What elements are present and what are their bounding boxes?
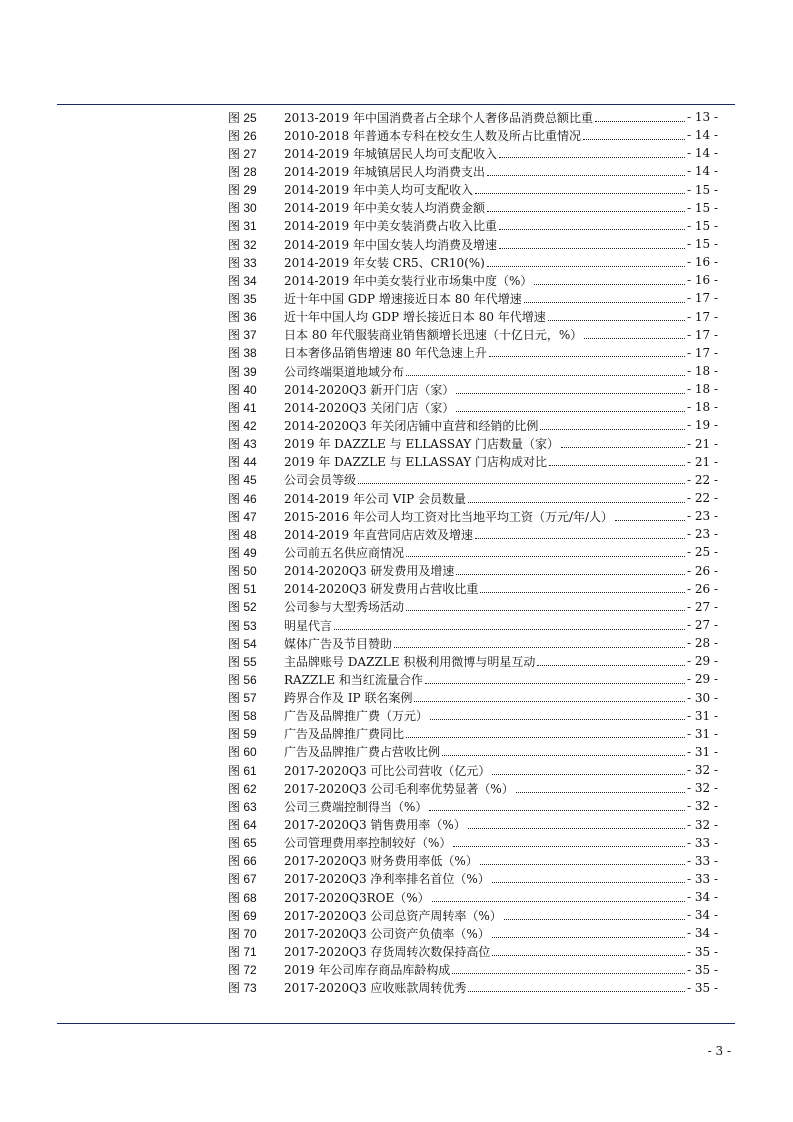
- toc-figure-label: 图 65: [228, 836, 257, 851]
- toc-figure-title[interactable]: 2014-2019 年城镇居民人均消费支出: [284, 164, 485, 179]
- toc-figure-title[interactable]: 跨界合作及 IP 联名案例: [284, 691, 413, 706]
- toc-figure-label: 图 25: [228, 110, 257, 125]
- toc-dot-leader: [406, 556, 685, 557]
- toc-dot-leader: [480, 592, 685, 593]
- toc-dot-leader: [583, 139, 685, 140]
- toc-page-number[interactable]: - 28 -: [686, 636, 718, 651]
- toc-dot-leader: [453, 846, 685, 847]
- toc-figure-title[interactable]: RAZZLE 和当红流量合作: [284, 672, 423, 687]
- toc-figure-title[interactable]: 2013-2019 年中国消费者占全球个人奢侈品消费总额比重: [284, 110, 593, 125]
- toc-page-number[interactable]: - 35 -: [686, 962, 718, 977]
- toc-row[interactable]: [228, 416, 718, 434]
- toc-dot-leader: [429, 810, 685, 811]
- toc-dot-leader: [468, 828, 685, 829]
- toc-figure-label: 图 33: [228, 255, 257, 270]
- toc-page-number[interactable]: - 34 -: [686, 890, 718, 905]
- toc-row[interactable]: [228, 525, 718, 543]
- toc-row[interactable]: [228, 271, 718, 289]
- toc-row[interactable]: [228, 616, 718, 634]
- toc-row[interactable]: [228, 743, 718, 761]
- toc-page-number[interactable]: - 18 -: [686, 400, 718, 415]
- toc-dot-leader: [499, 229, 685, 230]
- toc-page-number[interactable]: - 32 -: [686, 799, 718, 814]
- toc-figure-label: 图 71: [228, 945, 257, 960]
- toc-figure-title[interactable]: 2017-2020Q3 公司资产负债率（%）: [284, 926, 490, 941]
- toc-figure-label: 图 73: [228, 981, 257, 996]
- toc-figure-label: 图 32: [228, 237, 257, 252]
- toc-figure-label: 图 30: [228, 201, 257, 216]
- toc-figure-label: 图 69: [228, 908, 257, 923]
- toc-page-number[interactable]: - 27 -: [686, 618, 718, 632]
- toc-row[interactable]: [228, 398, 718, 416]
- toc-row[interactable]: [228, 961, 718, 979]
- toc-dot-leader: [487, 211, 685, 212]
- toc-row[interactable]: [228, 507, 718, 525]
- toc-row[interactable]: [228, 942, 718, 960]
- toc-page-number[interactable]: - 35 -: [686, 980, 718, 995]
- toc-row[interactable]: [228, 689, 718, 707]
- toc-dot-leader: [452, 973, 685, 974]
- toc-figure-title[interactable]: 广告及品牌推广费占营收比例: [284, 745, 441, 760]
- toc-dot-leader: [406, 610, 685, 611]
- toc-figure-label: 图 55: [228, 654, 257, 669]
- toc-page-number[interactable]: - 17 -: [686, 327, 718, 342]
- toc-figure-title[interactable]: 2014-2019 年中国女装人均消费及增速: [284, 237, 497, 252]
- toc-page-number[interactable]: - 17 -: [686, 345, 718, 360]
- toc-dot-leader: [487, 175, 685, 176]
- toc-figure-title[interactable]: 公司终端渠道地域分布: [284, 364, 405, 379]
- toc-figure-label: 图 26: [228, 128, 257, 143]
- toc-row[interactable]: [228, 435, 718, 453]
- toc-figure-title[interactable]: 2019 年 DAZZLE 与 ELLASSAY 门店构成对比: [284, 455, 547, 470]
- toc-figure-label: 图 66: [228, 854, 257, 869]
- toc-dot-leader: [414, 701, 685, 702]
- toc-dot-leader: [456, 574, 685, 575]
- toc-figure-label: 图 52: [228, 600, 257, 615]
- toc-page-number[interactable]: - 21 -: [686, 454, 718, 469]
- toc-page-number[interactable]: - 15 -: [686, 237, 718, 252]
- toc-row[interactable]: [228, 979, 718, 997]
- toc-figure-title[interactable]: 2017-2020Q3ROE（%）: [284, 890, 430, 905]
- toc-page-number[interactable]: - 14 -: [686, 128, 718, 143]
- toc-page-number[interactable]: - 26 -: [686, 581, 718, 596]
- toc-figure-label: 图 62: [228, 781, 257, 796]
- toc-figure-label: 图 27: [228, 146, 257, 161]
- toc-figure-label: 图 72: [228, 963, 257, 978]
- toc-page-number[interactable]: - 17 -: [686, 291, 718, 306]
- toc-page-number[interactable]: - 14 -: [686, 164, 718, 179]
- toc-figure-title[interactable]: 2017-2020Q3 销售费用率（%）: [284, 818, 466, 833]
- toc-dot-leader: [524, 302, 685, 303]
- toc-figure-title[interactable]: 公司前五名供应商情况: [284, 545, 405, 560]
- toc-row[interactable]: [228, 362, 718, 380]
- toc-figure-label: 图 37: [228, 328, 257, 343]
- toc-dot-leader: [549, 465, 685, 466]
- toc-page-number[interactable]: - 22 -: [686, 491, 718, 506]
- toc-figure-title[interactable]: 2017-2020Q3 可比公司营收（亿元）: [284, 763, 491, 778]
- toc-dot-leader: [480, 864, 685, 865]
- toc-figure-title[interactable]: 日本 80 年代服装商业销售额增长迅速（十亿日元，%）: [284, 328, 583, 343]
- toc-figure-title[interactable]: 2014-2020Q3 研发费用占营收比重: [284, 582, 479, 597]
- toc-row[interactable]: [228, 181, 718, 199]
- toc-figure-label: 图 47: [228, 509, 257, 524]
- toc-figure-label: 图 70: [228, 926, 257, 941]
- toc-dot-leader: [534, 284, 685, 285]
- toc-dot-leader: [492, 955, 685, 956]
- toc-figure-label: 图 29: [228, 183, 257, 198]
- toc-page-number[interactable]: - 23 -: [686, 527, 718, 542]
- toc-page-number[interactable]: - 26 -: [686, 563, 718, 578]
- toc-figure-label: 图 46: [228, 491, 257, 506]
- toc-row[interactable]: [228, 471, 718, 489]
- toc-figure-label: 图 54: [228, 636, 257, 651]
- toc-row[interactable]: [228, 562, 718, 580]
- toc-row[interactable]: [228, 235, 718, 253]
- toc-dot-leader: [358, 483, 685, 484]
- toc-dot-leader: [537, 665, 685, 666]
- toc-row[interactable]: [228, 707, 718, 725]
- toc-figure-label: 图 53: [228, 618, 257, 633]
- toc-row[interactable]: [228, 906, 718, 924]
- toc-row[interactable]: [228, 344, 718, 362]
- toc-figure-label: 图 40: [228, 382, 257, 397]
- toc-page-number[interactable]: - 18 -: [686, 382, 718, 397]
- toc-page-number[interactable]: - 25 -: [686, 545, 718, 560]
- toc-row[interactable]: [228, 888, 718, 906]
- toc-figure-title[interactable]: 近十年中国 GDP 增速接近日本 80 年代增速: [284, 291, 522, 306]
- toc-figure-title[interactable]: 广告及品牌推广费同比: [284, 727, 405, 742]
- toc-page-number[interactable]: - 29 -: [686, 672, 718, 687]
- toc-dot-leader: [492, 937, 685, 938]
- toc-figure-title[interactable]: 2014-2019 年中美人均可支配收入: [284, 183, 473, 198]
- toc-figure-label: 图 63: [228, 799, 257, 814]
- toc-dot-leader: [516, 792, 685, 793]
- toc-row[interactable]: [228, 543, 718, 561]
- toc-row[interactable]: [228, 834, 718, 852]
- toc-figure-title[interactable]: 2014-2019 年女装 CR5、CR10(%): [284, 255, 485, 270]
- toc-row[interactable]: [228, 253, 718, 271]
- page-number: - 3 -: [707, 1044, 731, 1058]
- toc-dot-leader: [499, 248, 685, 249]
- toc-figure-title[interactable]: 2014-2020Q3 新开门店（家）: [284, 382, 455, 397]
- toc-figure-title[interactable]: 2017-2020Q3 净利率排名首位（%）: [284, 872, 490, 887]
- table-of-figures: [228, 108, 718, 997]
- toc-figure-label: 图 31: [228, 219, 257, 234]
- toc-page-number[interactable]: - 33 -: [686, 835, 718, 850]
- toc-row[interactable]: [228, 779, 718, 797]
- toc-figure-label: 图 41: [228, 400, 257, 415]
- toc-figure-label: 图 60: [228, 745, 257, 760]
- toc-figure-label: 图 45: [228, 473, 257, 488]
- toc-figure-label: 图 44: [228, 455, 257, 470]
- toc-figure-label: 图 35: [228, 291, 257, 306]
- toc-page-number[interactable]: - 23 -: [686, 509, 718, 524]
- toc-dot-leader: [468, 502, 685, 503]
- toc-row[interactable]: [228, 797, 718, 815]
- toc-figure-label: 图 43: [228, 437, 257, 452]
- toc-figure-label: 图 59: [228, 727, 257, 742]
- toc-figure-title[interactable]: 2014-2019 年城镇居民人均可支配收入: [284, 146, 497, 161]
- toc-page-number[interactable]: - 15 -: [686, 182, 718, 197]
- toc-dot-leader: [425, 683, 685, 684]
- toc-figure-label: 图 51: [228, 582, 257, 597]
- toc-row[interactable]: [228, 453, 718, 471]
- toc-figure-title[interactable]: 2014-2020Q3 关闭门店（家）: [284, 400, 455, 415]
- toc-figure-title[interactable]: 2014-2020Q3 研发费用及增速: [284, 564, 455, 579]
- toc-row[interactable]: [228, 326, 718, 344]
- toc-row[interactable]: [228, 652, 718, 670]
- toc-dot-leader: [561, 447, 685, 448]
- toc-figure-title[interactable]: 主品牌账号 DAZZLE 积极利用微博与明星互动: [284, 654, 536, 669]
- toc-figure-label: 图 42: [228, 418, 257, 433]
- toc-row[interactable]: [228, 199, 718, 217]
- toc-dot-leader: [504, 919, 685, 920]
- toc-figure-title[interactable]: 2017-2020Q3 公司总资产周转率（%）: [284, 908, 502, 923]
- toc-figure-title[interactable]: 2017-2020Q3 应收账款周转优秀: [284, 981, 467, 996]
- toc-figure-title[interactable]: 广告及品牌推广费（万元）: [284, 709, 429, 724]
- toc-dot-leader: [548, 320, 685, 321]
- toc-row[interactable]: [228, 725, 718, 743]
- footer-rule: [57, 1023, 735, 1024]
- toc-page-number[interactable]: - 22 -: [686, 472, 718, 487]
- toc-figure-title[interactable]: 2014-2019 年中美女装消费占收入比重: [284, 219, 497, 234]
- toc-page-number[interactable]: - 15 -: [686, 218, 718, 233]
- toc-dot-leader: [442, 755, 685, 756]
- toc-figure-title[interactable]: 明星代言: [284, 618, 333, 633]
- toc-page-number[interactable]: - 27 -: [686, 599, 718, 614]
- toc-figure-title[interactable]: 日本奢侈品销售增速 80 年代急速上升: [284, 346, 487, 361]
- toc-page-number[interactable]: - 29 -: [686, 654, 718, 669]
- toc-figure-label: 图 36: [228, 310, 257, 325]
- toc-figure-title[interactable]: 公司三费端控制得当（%）: [284, 799, 428, 814]
- toc-page-number[interactable]: - 17 -: [686, 309, 718, 324]
- toc-figure-title[interactable]: 2014-2019 年直营同店店效及增速: [284, 527, 473, 542]
- toc-figure-title[interactable]: 2019 年 DAZZLE 与 ELLASSAY 门店数量（家）: [284, 437, 559, 452]
- toc-figure-label: 图 68: [228, 890, 257, 905]
- toc-figure-label: 图 34: [228, 273, 257, 288]
- toc-figure-label: 图 38: [228, 346, 257, 361]
- toc-dot-leader: [489, 356, 685, 357]
- toc-figure-label: 图 61: [228, 763, 257, 778]
- toc-page-number[interactable]: - 30 -: [686, 690, 718, 705]
- toc-row[interactable]: [228, 162, 718, 180]
- toc-figure-label: 图 64: [228, 818, 257, 833]
- toc-figure-title[interactable]: 公司会员等级: [284, 473, 357, 488]
- toc-row[interactable]: [228, 598, 718, 616]
- toc-figure-title[interactable]: 公司参与大型秀场活动: [284, 600, 405, 615]
- toc-figure-title[interactable]: 2014-2019 年公司 VIP 会员数量: [284, 491, 467, 506]
- toc-page-number[interactable]: - 32 -: [686, 763, 718, 778]
- toc-page-number[interactable]: - 31 -: [686, 708, 718, 723]
- toc-page-number[interactable]: - 34 -: [686, 908, 718, 923]
- toc-figure-title[interactable]: 2014-2019 年中美女装人均消费金额: [284, 201, 485, 216]
- toc-figure-title[interactable]: 2014-2020Q3 年关闭店铺中直营和经销的比例: [284, 418, 539, 433]
- toc-row[interactable]: [228, 308, 718, 326]
- toc-page-number[interactable]: - 16 -: [686, 255, 718, 270]
- toc-figure-label: 图 39: [228, 364, 257, 379]
- toc-dot-leader: [432, 901, 685, 902]
- toc-dot-leader: [499, 157, 685, 158]
- toc-page-number[interactable]: - 31 -: [686, 726, 718, 741]
- toc-figure-title[interactable]: 2017-2020Q3 存货周转次数保持高位: [284, 945, 491, 960]
- toc-figure-label: 图 57: [228, 691, 257, 706]
- toc-dot-leader: [394, 647, 685, 648]
- toc-row[interactable]: [228, 580, 718, 598]
- toc-page-number[interactable]: - 15 -: [686, 200, 718, 215]
- toc-page-number[interactable]: - 31 -: [686, 744, 718, 759]
- toc-page-number[interactable]: - 35 -: [686, 944, 718, 959]
- toc-figure-title[interactable]: 公司管理费用率控制较好（%）: [284, 836, 452, 851]
- toc-figure-title[interactable]: 2015-2016 年公司人均工资对比当地平均工资（万元/年/人）: [284, 509, 614, 524]
- toc-figure-title[interactable]: 2017-2020Q3 财务费用率低（%）: [284, 854, 478, 869]
- toc-dot-leader: [595, 121, 685, 122]
- toc-page-number[interactable]: - 33 -: [686, 853, 718, 868]
- toc-dot-leader: [475, 193, 685, 194]
- toc-row[interactable]: [228, 870, 718, 888]
- toc-figure-title[interactable]: 2014-2019 年中美女装行业市场集中度（%）: [284, 273, 533, 288]
- toc-figure-label: 图 48: [228, 527, 257, 542]
- toc-figure-title[interactable]: 2019 年公司库存商品库龄构成: [284, 963, 451, 978]
- toc-figure-label: 图 49: [228, 545, 257, 560]
- toc-figure-title[interactable]: 2010-2018 年普通本专科在校女生人数及所占比重情况: [284, 128, 581, 143]
- toc-figure-label: 图 28: [228, 164, 257, 179]
- toc-page-number[interactable]: - 34 -: [686, 926, 718, 941]
- toc-dot-leader: [406, 375, 685, 376]
- toc-figure-label: 图 67: [228, 872, 257, 887]
- toc-row[interactable]: [228, 852, 718, 870]
- toc-page-number[interactable]: - 18 -: [686, 364, 718, 379]
- toc-figure-title[interactable]: 2017-2020Q3 公司毛利率优势显著（%）: [284, 781, 514, 796]
- toc-page-number[interactable]: - 21 -: [686, 436, 718, 451]
- toc-figure-label: 图 50: [228, 564, 257, 579]
- toc-row[interactable]: [228, 108, 718, 126]
- toc-dot-leader: [334, 629, 685, 630]
- toc-dot-leader: [615, 520, 685, 521]
- toc-dot-leader: [492, 774, 685, 775]
- toc-page-number[interactable]: - 33 -: [686, 871, 718, 886]
- header-rule: [57, 104, 735, 105]
- toc-page-number[interactable]: - 32 -: [686, 781, 718, 796]
- toc-dot-leader: [456, 393, 685, 394]
- toc-dot-leader: [406, 737, 685, 738]
- toc-page-number[interactable]: - 14 -: [686, 146, 718, 161]
- toc-dot-leader: [540, 429, 685, 430]
- toc-row[interactable]: [228, 126, 718, 144]
- toc-page-number[interactable]: - 19 -: [686, 418, 718, 433]
- toc-dot-leader: [475, 538, 685, 539]
- toc-page-number[interactable]: - 16 -: [686, 273, 718, 288]
- toc-figure-title[interactable]: 近十年中国人均 GDP 增长接近日本 80 年代增速: [284, 310, 546, 325]
- toc-dot-leader: [430, 719, 685, 720]
- toc-row[interactable]: [228, 489, 718, 507]
- toc-row[interactable]: [228, 289, 718, 307]
- toc-figure-title[interactable]: 媒体广告及节目赞助: [284, 636, 393, 651]
- toc-figure-label: 图 58: [228, 709, 257, 724]
- toc-row[interactable]: [228, 924, 718, 942]
- toc-page-number[interactable]: - 13 -: [686, 110, 718, 125]
- toc-dot-leader: [492, 882, 685, 883]
- toc-row[interactable]: [228, 670, 718, 688]
- toc-row[interactable]: [228, 380, 718, 398]
- toc-dot-leader: [584, 338, 685, 339]
- toc-figure-label: 图 56: [228, 672, 257, 687]
- toc-dot-leader: [468, 991, 685, 992]
- toc-row[interactable]: [228, 815, 718, 833]
- toc-dot-leader: [487, 266, 685, 267]
- toc-row[interactable]: [228, 217, 718, 235]
- toc-dot-leader: [456, 411, 685, 412]
- toc-page-number[interactable]: - 32 -: [686, 817, 718, 832]
- toc-row[interactable]: [228, 761, 718, 779]
- toc-row[interactable]: [228, 634, 718, 652]
- toc-row[interactable]: [228, 144, 718, 162]
